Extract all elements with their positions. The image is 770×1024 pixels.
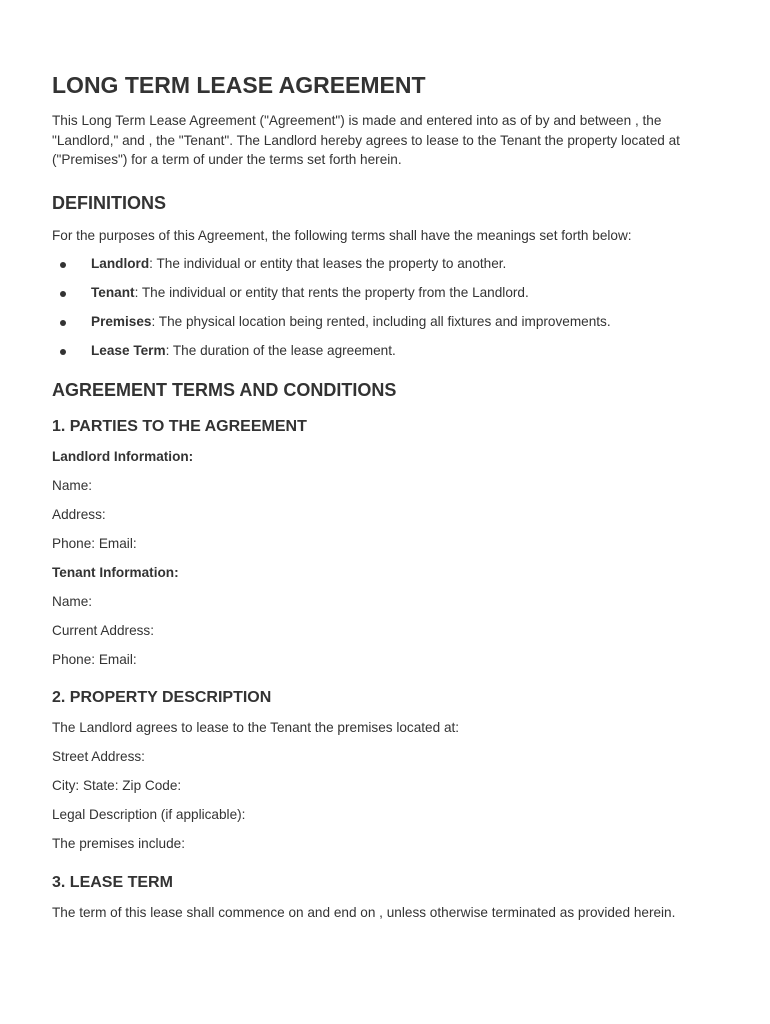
bullet-icon <box>60 349 66 355</box>
landlord-address-field: Address: <box>52 506 106 522</box>
section-3-heading: 3. LEASE TERM <box>52 873 173 891</box>
definition-text: : The individual or entity that leases the property to another. <box>149 256 507 271</box>
legal-description-field: Legal Description (if applicable): <box>52 807 246 822</box>
definition-item-lease-term <box>52 341 718 361</box>
tenant-address-field: Current Address: <box>52 622 154 638</box>
definition-term: Premises <box>91 314 152 329</box>
definitions-heading: DEFINITIONS <box>52 192 167 213</box>
tenant-phone-email-field: Phone: Email: <box>52 651 137 667</box>
definition-text: : The duration of the lease agreement. <box>165 343 396 358</box>
lease-term-text: The term of this lease shall commence on and end on , unless otherwise terminated as provided herein. <box>52 904 676 920</box>
tenant-info-label: Tenant Information: <box>52 564 179 580</box>
terms-heading: AGREEMENT TERMS AND CONDITIONS <box>52 379 397 400</box>
definitions-list <box>52 254 718 361</box>
document-title: LONG TERM LEASE AGREEMENT <box>52 72 426 98</box>
definition-text: : The individual or entity that rents the property from the Landlord. <box>134 285 529 300</box>
property-lead: The Landlord agrees to lease to the Tenant the premises located at: <box>52 720 460 735</box>
definition-text: : The physical location being rented, including all fixtures and improvements. <box>151 314 611 329</box>
premises-include-field: The premises include: <box>52 836 185 851</box>
bullet-icon <box>60 262 66 268</box>
definition-item-tenant <box>52 283 718 303</box>
definition-item-landlord <box>52 254 718 274</box>
street-address-field: Street Address: <box>52 749 145 764</box>
section-1-heading: 1. PARTIES TO THE AGREEMENT <box>52 417 307 435</box>
tenant-name-field: Name: <box>52 593 93 609</box>
definition-term: Tenant <box>91 285 135 300</box>
definitions-lead: For the purposes of this Agreement, the following terms shall have the meanings set forth below: <box>52 227 632 243</box>
city-state-zip-field: City: State: Zip Code: <box>52 778 182 793</box>
intro-paragraph: This Long Term Lease Agreement ("Agreement") is made and entered into as of by and between , the "Landlord," and , the "Tenant". The Landlord hereby agrees to lease to the Tenant the property located at ("Premises") for a term of under the terms set forth herein. <box>52 113 680 167</box>
bullet-icon <box>60 320 66 326</box>
bullet-icon <box>60 291 66 297</box>
definition-term: Landlord <box>91 256 150 271</box>
landlord-phone-email-field: Phone: Email: <box>52 535 137 551</box>
landlord-name-field: Name: <box>52 477 93 493</box>
definition-term: Lease Term <box>91 343 166 358</box>
landlord-info-label: Landlord Information: <box>52 448 194 464</box>
section-2-heading: 2. PROPERTY DESCRIPTION <box>52 689 272 706</box>
definition-item-premises <box>52 312 718 332</box>
